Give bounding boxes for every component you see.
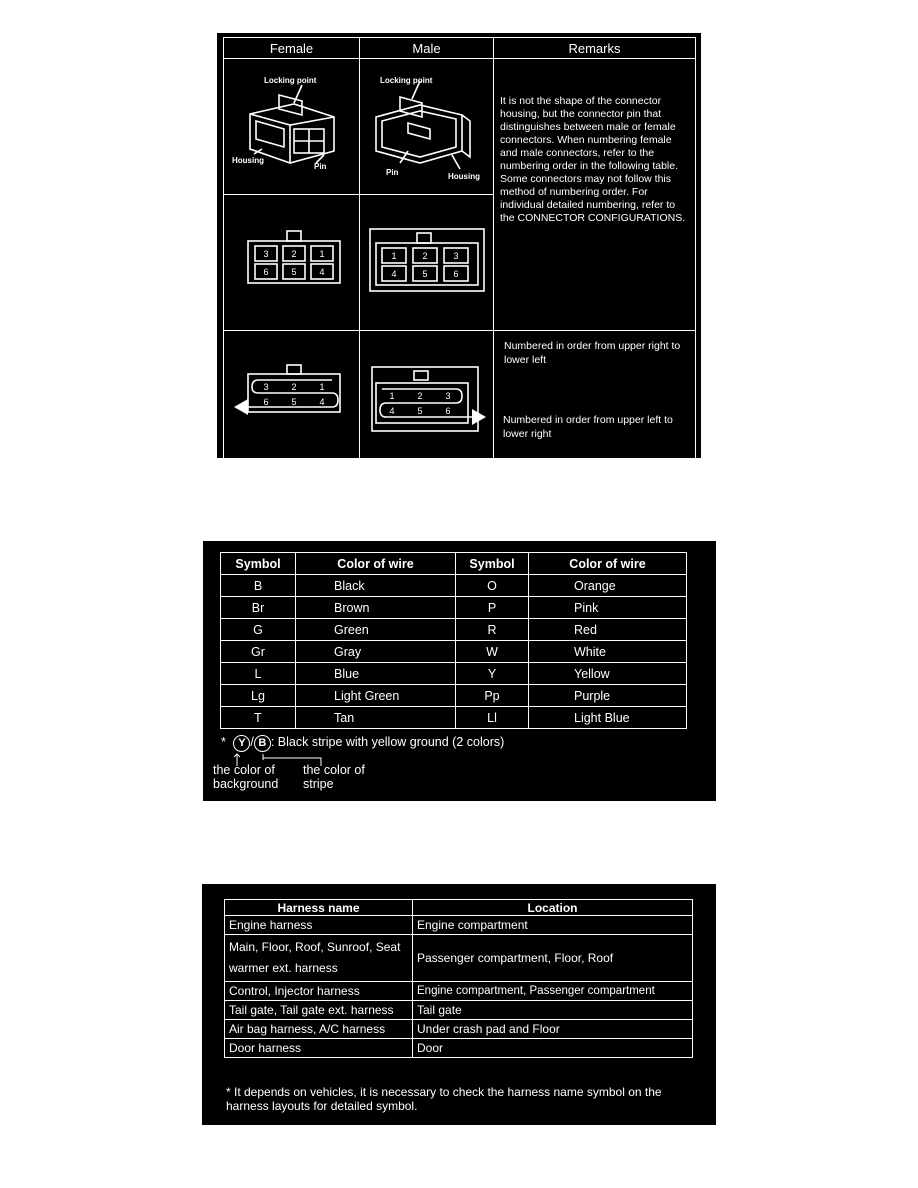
table-row: [221, 575, 687, 597]
table-row: [225, 935, 693, 982]
header-color-1: Color of wire: [296, 553, 456, 575]
wire-color-table: [220, 552, 687, 729]
yellow-symbol-circle: Y: [233, 735, 250, 752]
male-order-text: Numbered in order from upper left to lower right: [503, 414, 673, 440]
male-pin: 5: [422, 269, 428, 279]
wire-symbol: R: [456, 619, 529, 641]
harness-name: Control, Injector harness: [225, 982, 413, 1001]
male-pin: 1: [391, 251, 397, 261]
female-order-pin: 3: [263, 382, 269, 392]
wire-note-text: : Black stripe with yellow ground (2 colors): [270, 735, 505, 749]
table-row: [225, 1020, 693, 1039]
table-row: [221, 663, 687, 685]
female-pin: 6: [263, 267, 269, 277]
wire-symbol: P: [456, 597, 529, 619]
header-symbol-2: Symbol: [456, 553, 529, 575]
header-harness-name: Harness name: [225, 900, 413, 916]
header-symbol-1: Symbol: [221, 553, 296, 575]
harness-note: * It depends on vehicles, it is necessary to check the harness name symbol on the harness layouts for detailed symbol.: [226, 1085, 662, 1113]
male-order-cell: [360, 331, 494, 467]
table-row: [221, 619, 687, 641]
wire-color: Light Blue: [529, 707, 687, 729]
male-housing-label: Housing: [448, 172, 480, 181]
wire-color: Tan: [296, 707, 456, 729]
male-connector-cell: [360, 59, 494, 195]
female-pin: 4: [319, 267, 325, 277]
table-row: [225, 1039, 693, 1058]
connector-table: [223, 37, 696, 467]
left-arrow-icon: [234, 399, 248, 415]
wire-symbol: B: [221, 575, 296, 597]
note-slash: /: [250, 735, 254, 749]
male-order-diagram: [360, 331, 494, 461]
wire-color: Purple: [529, 685, 687, 707]
male-pin-label: Pin: [386, 168, 399, 177]
harness-name: Main, Floor, Roof, Sunroof, Seat warmer ext. harness: [225, 935, 413, 982]
wire-symbol: Pp: [456, 685, 529, 707]
harness-name: Door harness: [225, 1039, 413, 1058]
female-order-diagram: [224, 331, 360, 461]
table-row: [221, 597, 687, 619]
female-pin: 2: [291, 249, 297, 259]
harness-name: Engine harness: [225, 916, 413, 935]
female-pin: 3: [263, 249, 269, 259]
male-order-pin: 3: [445, 391, 451, 401]
wire-color-panel: [203, 541, 716, 801]
header-remarks: Remarks: [494, 38, 696, 59]
table-row: [221, 685, 687, 707]
wire-color: Orange: [529, 575, 687, 597]
wire-symbol: Br: [221, 597, 296, 619]
male-order-pin: 5: [417, 406, 423, 416]
female-pin-layout-cell: [224, 195, 360, 331]
female-order-pin: 5: [291, 397, 297, 407]
remarks-cell: [494, 59, 696, 331]
header-color-2: Color of wire: [529, 553, 687, 575]
wire-color: Light Green: [296, 685, 456, 707]
harness-location: Door: [413, 1039, 693, 1058]
wire-symbol: Y: [456, 663, 529, 685]
harness-location: Under crash pad and Floor: [413, 1020, 693, 1039]
harness-location: Tail gate: [413, 1001, 693, 1020]
wire-color: Gray: [296, 641, 456, 663]
black-symbol-circle: B: [254, 735, 271, 752]
male-order-pin: 4: [389, 406, 395, 416]
harness-location: Engine compartment, Passenger compartment: [413, 982, 693, 1001]
wire-color: Yellow: [529, 663, 687, 685]
male-order-pin: 2: [417, 391, 423, 401]
wire-symbol: Lg: [221, 685, 296, 707]
wire-symbol: Gr: [221, 641, 296, 663]
female-order-pin: 6: [263, 397, 269, 407]
male-locking-label: Locking point: [380, 76, 433, 85]
remarks-text: It is not the shape of the connector housing, but the connector pin that distinguishes between male or female connectors. When numbering female and male connectors, refer to the numbering order in the following table. Some connectors may not follow this method of numbering order. For individual detailed numbering, refer to the CONNECTOR CONFIGURATIONS.: [500, 95, 686, 224]
stripe-label: the color of stripe: [303, 763, 365, 791]
header-male: Male: [360, 38, 494, 59]
note-star: *: [221, 735, 226, 749]
wire-color: Black: [296, 575, 456, 597]
wire-color: Red: [529, 619, 687, 641]
wire-symbol: L: [221, 663, 296, 685]
wire-symbol: O: [456, 575, 529, 597]
order-remarks-cell: [494, 331, 696, 467]
table-row: [221, 641, 687, 663]
wire-color: White: [529, 641, 687, 663]
female-connector-cell: [224, 59, 360, 195]
wire-color: Brown: [296, 597, 456, 619]
table-row: [221, 707, 687, 729]
harness-location: Engine compartment: [413, 916, 693, 935]
male-pin: 2: [422, 251, 428, 261]
male-order-pin: 6: [445, 406, 451, 416]
harness-table: [224, 899, 693, 1058]
female-pin: 5: [291, 267, 297, 277]
female-housing-label: Housing: [232, 156, 264, 165]
female-order-pin: 4: [319, 397, 325, 407]
male-pin: 3: [453, 251, 459, 261]
male-pin-layout-cell: [360, 195, 494, 331]
right-arrow-icon: [472, 409, 486, 425]
connector-table-panel: [217, 33, 701, 458]
harness-location: Passenger compartment, Floor, Roof: [413, 935, 693, 982]
wire-symbol: Ll: [456, 707, 529, 729]
female-pin-label: Pin: [314, 162, 327, 171]
table-row: [225, 982, 693, 1001]
wire-symbol: T: [221, 707, 296, 729]
wire-color: Green: [296, 619, 456, 641]
female-order-pin: 2: [291, 382, 297, 392]
female-order-cell: [224, 331, 360, 467]
table-row: [225, 916, 693, 935]
harness-panel: [202, 884, 716, 1125]
harness-name: Tail gate, Tail gate ext. harness: [225, 1001, 413, 1020]
female-pin-diagram: [224, 195, 360, 325]
wire-symbol: G: [221, 619, 296, 641]
female-order-pin: 1: [319, 382, 325, 392]
male-order-pin: 1: [389, 391, 395, 401]
male-pin-diagram: [360, 195, 494, 325]
wire-note: [221, 735, 504, 752]
background-label: the color of background: [213, 763, 279, 791]
wire-symbol: W: [456, 641, 529, 663]
male-pin: 6: [453, 269, 459, 279]
male-connector-illustration: [360, 59, 494, 189]
male-pin: 4: [391, 269, 397, 279]
wire-color: Blue: [296, 663, 456, 685]
female-locking-label: Locking point: [264, 76, 317, 85]
female-connector-illustration: [224, 59, 360, 189]
header-location: Location: [413, 900, 693, 916]
header-female: Female: [224, 38, 360, 59]
table-row: [225, 1001, 693, 1020]
female-order-text: Numbered in order from upper right to lower left: [504, 340, 681, 366]
wire-color: Pink: [529, 597, 687, 619]
female-pin: 1: [319, 249, 325, 259]
harness-name: Air bag harness, A/C harness: [225, 1020, 413, 1039]
